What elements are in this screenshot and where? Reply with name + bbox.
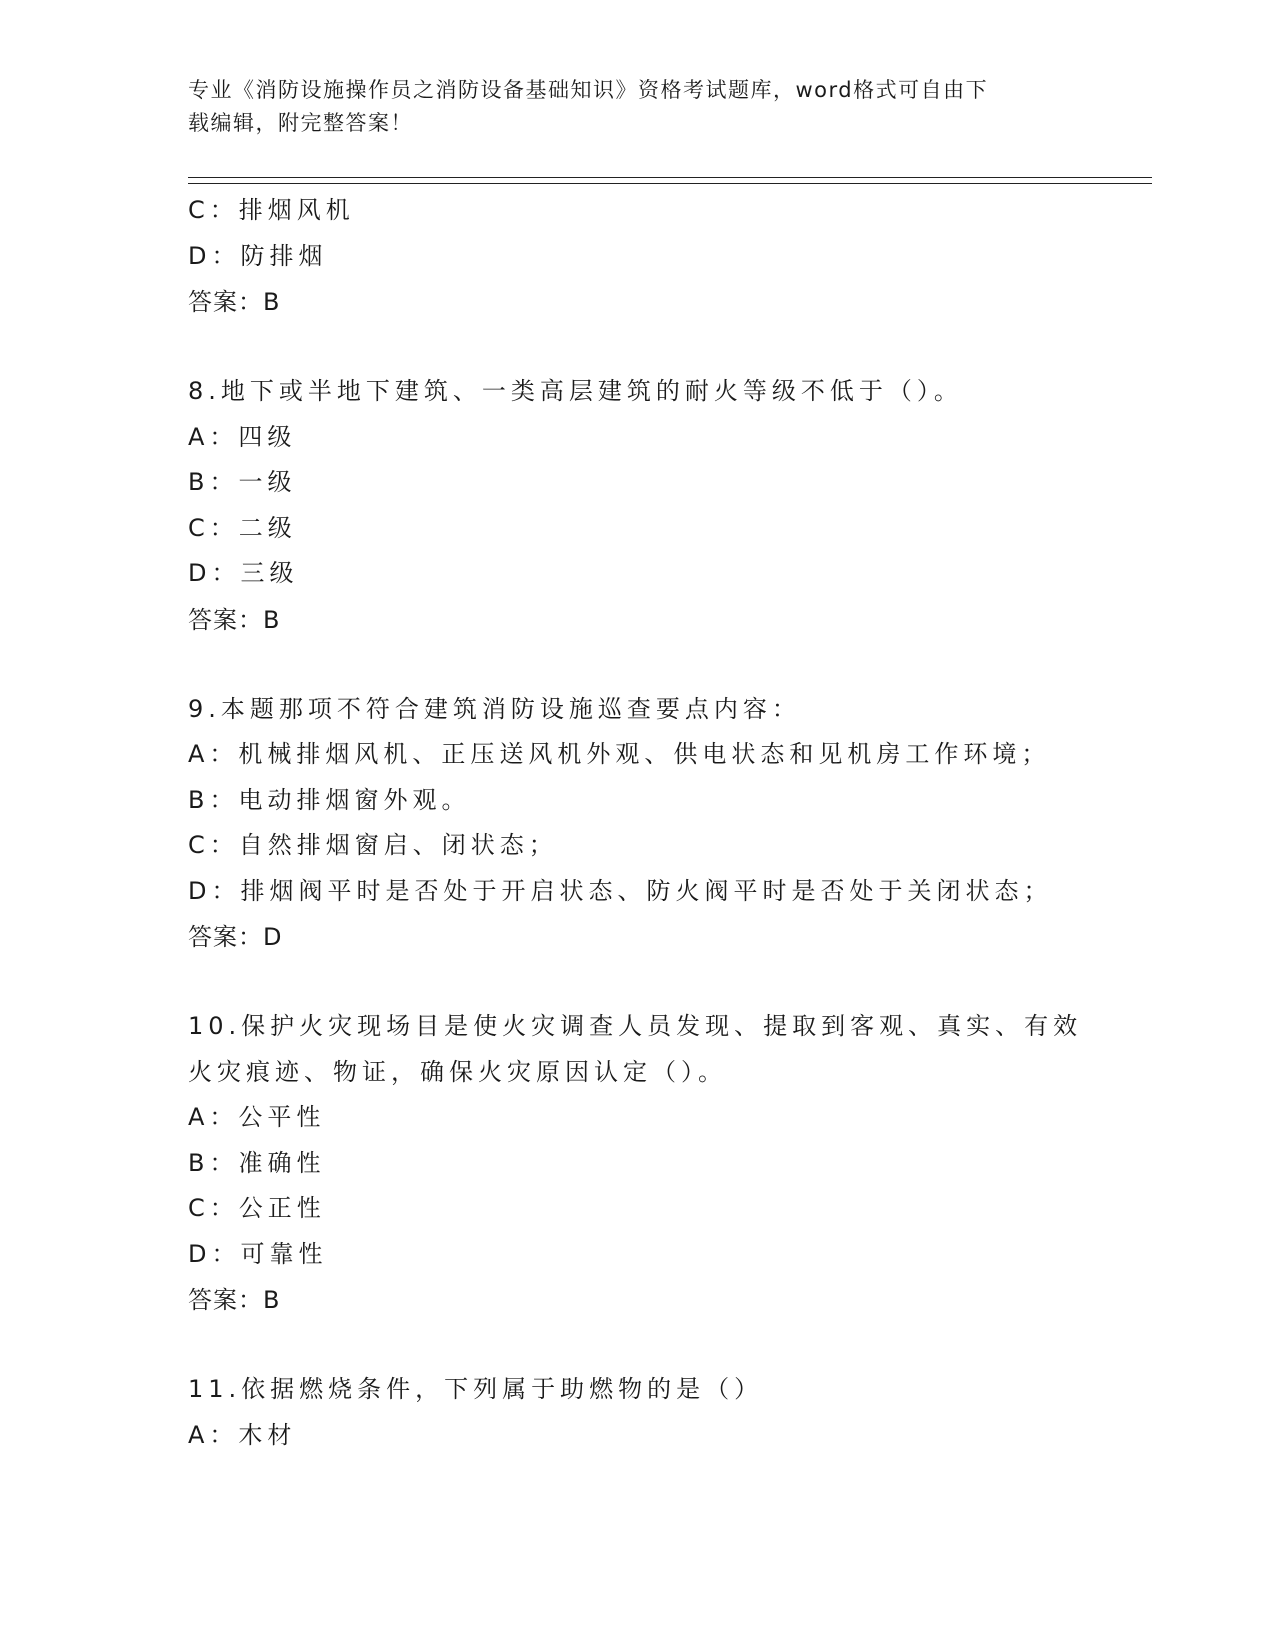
question-10-option-c: C：公正性	[188, 1194, 326, 1222]
spacer	[188, 960, 1068, 1004]
question-8: 8.地下或半地下建筑、一类高层建筑的耐火等级不低于（）。	[188, 377, 963, 405]
option-c: C：排烟风机	[188, 196, 355, 224]
question-9-option-d: D：排烟阀平时是否处于开启状态、防火阀平时是否处于关闭状态；	[188, 876, 1053, 905]
question-8-option-c: C：二级	[188, 513, 297, 542]
document-header	[188, 74, 1068, 140]
question-10-line-2: 火灾痕迹、物证，确保火灾原因认定（）。	[188, 1057, 727, 1086]
header-divider	[188, 177, 1152, 184]
question-10-option-d: D：可靠性	[188, 1239, 328, 1268]
header-line-2: 载编辑，附完整答案！	[188, 111, 413, 135]
question-8-option-d: D：三级	[188, 559, 299, 587]
question-8-answer: 答案：B	[188, 605, 281, 634]
question-9: 9.本题那项不符合建筑消防设施巡查要点内容：	[188, 694, 801, 723]
question-11-option-a: A：木材	[188, 1420, 297, 1449]
answer: 答案：B	[188, 288, 281, 316]
question-11: 11.依据燃烧条件，下列属于助燃物的是（）	[188, 1375, 764, 1403]
question-10-answer: 答案：B	[188, 1286, 281, 1314]
spacer	[188, 1323, 1068, 1367]
spacer	[188, 325, 1068, 369]
question-9-option-b: B：电动排烟窗外观。	[188, 785, 471, 814]
question-list	[188, 188, 1083, 1458]
option-d: D：防排烟	[188, 241, 328, 270]
question-8-option-b: B：一级	[188, 468, 297, 496]
question-10-option-a: A：公平性	[188, 1103, 326, 1131]
question-9-answer: 答案：D	[188, 923, 283, 951]
question-10-line-1: 10.保护火灾现场目是使火灾调查人员发现、提取到客观、真实、有效	[188, 1012, 1083, 1040]
document-page	[188, 0, 1148, 1650]
question-8-option-a: A：四级	[188, 422, 297, 451]
question-10-option-b: B：准确性	[188, 1148, 326, 1177]
question-9-option-c: C：自然排烟窗启、闭状态；	[188, 831, 558, 859]
header-line-1: 专业《消防设施操作员之消防设备基础知识》资格考试题库，word格式可自由下	[188, 78, 989, 102]
question-9-option-a: A：机械排烟风机、正压送风机外观、供电状态和见机房工作环境；	[188, 740, 1051, 768]
spacer	[188, 643, 1068, 687]
